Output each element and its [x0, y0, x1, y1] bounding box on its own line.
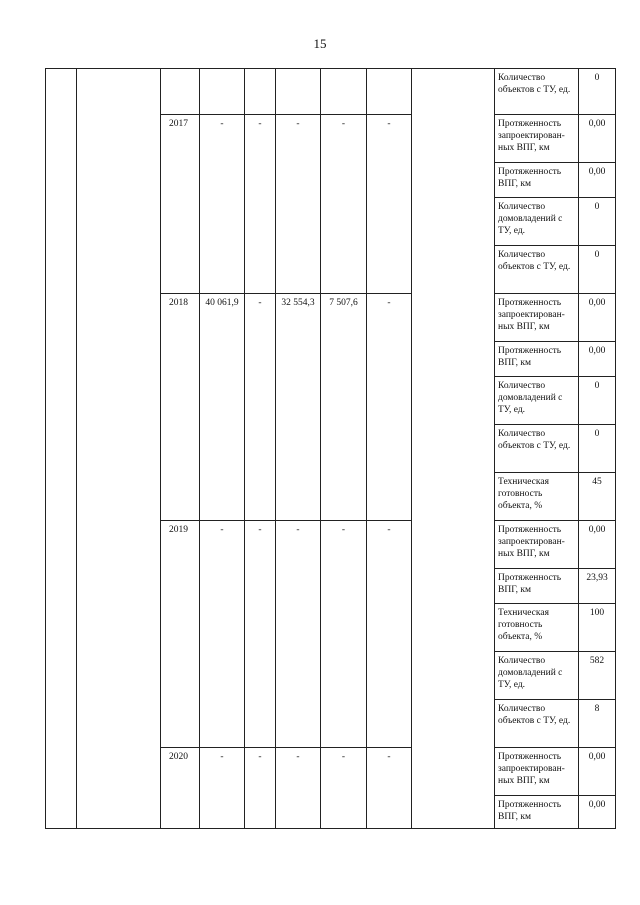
indicator-label: Количество объектов с ТУ, ед.	[495, 246, 579, 294]
indicator-value: 0,00	[579, 115, 616, 163]
local-cell: -	[321, 748, 367, 829]
other-cell	[367, 69, 412, 115]
indicator-value: 100	[579, 604, 616, 652]
federal-cell: -	[245, 115, 276, 294]
other-cell: -	[367, 748, 412, 829]
local-cell: 7 507,6	[321, 294, 367, 521]
indicator-label: Протяженность ВПГ, км	[495, 163, 579, 198]
total-cell: -	[200, 115, 245, 294]
indicator-value: 0	[579, 198, 616, 246]
indicator-value: 0,00	[579, 748, 616, 796]
regional-cell: -	[276, 115, 321, 294]
year-cell: 2017	[161, 115, 200, 294]
indicator-label: Техническая готовность объекта, %	[495, 604, 579, 652]
federal-cell: -	[245, 748, 276, 829]
indicator-value: 0	[579, 246, 616, 294]
local-cell	[321, 69, 367, 115]
indicator-label: Протяженность запроектирован-ных ВПГ, км	[495, 115, 579, 163]
total-cell	[200, 69, 245, 115]
year-cell: 2020	[161, 748, 200, 829]
regional-cell: -	[276, 748, 321, 829]
local-cell: -	[321, 115, 367, 294]
indicator-label: Техническая готовность объекта, %	[495, 473, 579, 521]
indicator-label: Протяженность запроектирован-ных ВПГ, км	[495, 294, 579, 342]
federal-cell: -	[245, 294, 276, 521]
regional-cell: -	[276, 521, 321, 748]
regional-cell	[276, 69, 321, 115]
indicator-value: 0,00	[579, 294, 616, 342]
other-cell: -	[367, 294, 412, 521]
indicator-value: 0,00	[579, 163, 616, 198]
page-number: 15	[313, 36, 327, 51]
indicator-value: 0	[579, 425, 616, 473]
indicator-label: Протяженность ВПГ, км	[495, 569, 579, 604]
regional-cell: 32 554,3	[276, 294, 321, 521]
merged-executor-cell	[412, 69, 495, 829]
federal-cell	[245, 69, 276, 115]
indicator-label: Количество домовладений с ТУ, ед.	[495, 652, 579, 700]
indicator-label: Количество домовладений с ТУ, ед.	[495, 198, 579, 246]
merged-number-cell	[46, 69, 77, 829]
merged-name-cell	[77, 69, 161, 829]
indicator-value: 0,00	[579, 342, 616, 377]
year-cell: 2019	[161, 521, 200, 748]
year-cell	[161, 69, 200, 115]
indicator-value: 45	[579, 473, 616, 521]
indicator-label: Количество объектов с ТУ, ед.	[495, 425, 579, 473]
indicator-label: Количество объектов с ТУ, ед.	[495, 69, 579, 115]
indicator-label: Протяженность запроектирован-ных ВПГ, км	[495, 521, 579, 569]
total-cell: 40 061,9	[200, 294, 245, 521]
year-cell: 2018	[161, 294, 200, 521]
indicator-label: Протяженность ВПГ, км	[495, 796, 579, 829]
indicator-label: Количество домовладений с ТУ, ед.	[495, 377, 579, 425]
indicator-label: Количество объектов с ТУ, ед.	[495, 700, 579, 748]
other-cell: -	[367, 115, 412, 294]
indicator-value: 8	[579, 700, 616, 748]
indicator-value: 0,00	[579, 521, 616, 569]
total-cell: -	[200, 748, 245, 829]
indicator-label: Протяженность запроектирован-ных ВПГ, км	[495, 748, 579, 796]
indicator-value: 0,00	[579, 796, 616, 829]
program-indicators-table	[45, 68, 616, 829]
indicator-value: 23,93	[579, 569, 616, 604]
other-cell: -	[367, 521, 412, 748]
local-cell: -	[321, 521, 367, 748]
indicator-label: Протяженность ВПГ, км	[495, 342, 579, 377]
total-cell: -	[200, 521, 245, 748]
federal-cell: -	[245, 521, 276, 748]
indicator-value: 582	[579, 652, 616, 700]
indicator-value: 0	[579, 377, 616, 425]
indicator-value: 0	[579, 69, 616, 115]
